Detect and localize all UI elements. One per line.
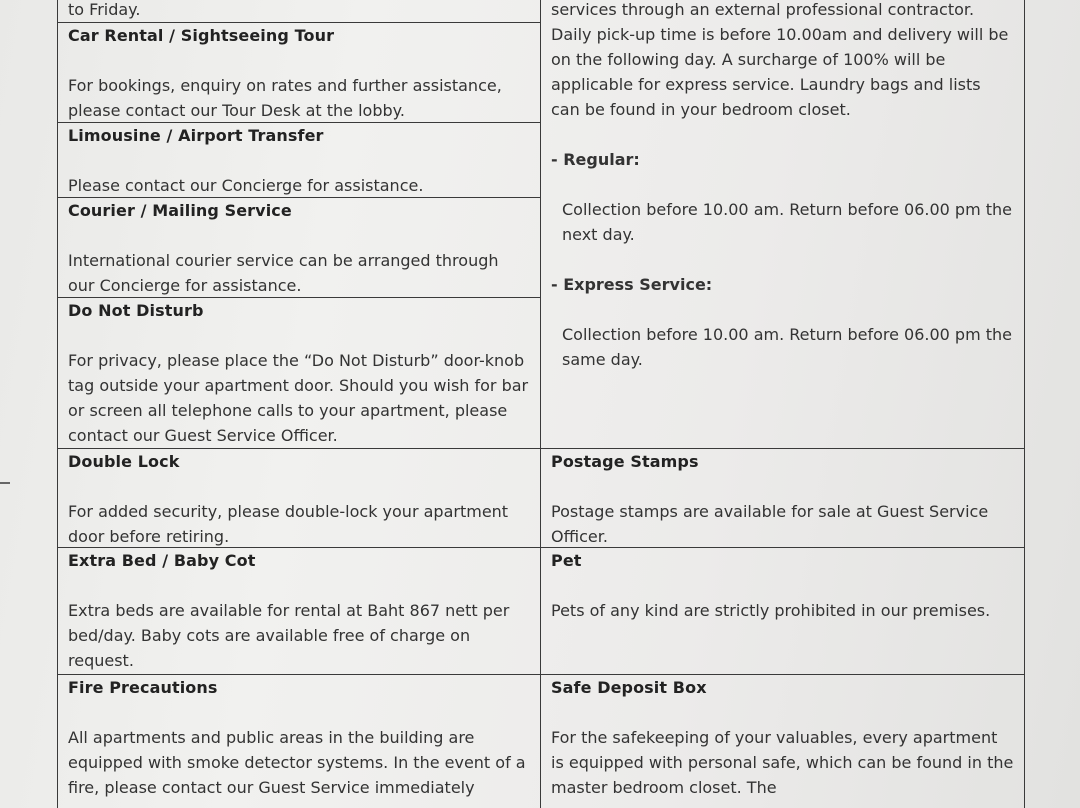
section-car-rental	[57, 22, 541, 123]
section-body: Please contact our Concierge for assistance.	[68, 176, 424, 195]
section-title: Pet	[551, 551, 582, 570]
section-title: Double Lock	[68, 452, 180, 471]
regular-label: - Regular:	[551, 150, 640, 169]
section-title: Postage Stamps	[551, 452, 699, 471]
section-fire-precautions	[57, 674, 541, 808]
section-body: International courier service can be arranged through our Concierge for assistance.	[68, 251, 499, 295]
section-title: Do Not Disturb	[68, 301, 204, 320]
express-text: Collection before 10.00 am. Return before 06.00 pm the same day.	[562, 325, 1012, 369]
section-limousine	[57, 122, 541, 198]
section-body: For the safekeeping of your valuables, every apartment is equipped with personal safe, which can be found in the master bedroom closet. The	[551, 728, 1014, 797]
section-body: For bookings, enquiry on rates and further assistance, please contact our Tour Desk at the lobby.	[68, 76, 502, 120]
section-body: Postage stamps are available for sale at Guest Service Officer.	[551, 502, 989, 546]
top-fragment: to Friday.	[68, 0, 141, 19]
section-body: Extra beds are available for rental at Baht 867 nett per bed/day. Baby cots are available free of charge on request.	[68, 601, 510, 670]
section-body: For privacy, please place the “Do Not Disturb” door-knob tag outside your apartment door. Should you wish for bar or screen all telephone calls to your apartment, please contact our Guest Service Officer.	[68, 351, 529, 445]
section-pet	[541, 547, 1025, 675]
section-double-lock	[57, 448, 541, 548]
section-title: Courier / Mailing Service	[68, 201, 292, 220]
express-label: - Express Service:	[551, 275, 713, 294]
section-title: Fire Precautions	[68, 678, 218, 697]
section-title: Car Rental / Sightseeing Tour	[68, 26, 335, 45]
section-body: Pets of any kind are strictly prohibited in our premises.	[551, 601, 991, 620]
section-body: All apartments and public areas in the building are equipped with smoke detector systems. In the event of a fire, please contact our Guest Service immediately	[68, 728, 526, 797]
section-do-not-disturb	[57, 297, 541, 449]
section-extra-bed	[57, 547, 541, 675]
regular-text: Collection before 10.00 am. Return before 06.00 pm the next day.	[562, 200, 1012, 244]
top-fragment-cell	[57, 0, 541, 23]
section-laundry	[541, 0, 1025, 449]
section-title: Limousine / Airport Transfer	[68, 126, 324, 145]
section-title: Safe Deposit Box	[551, 678, 707, 697]
laundry-body: services through an external professional contractor. Daily pick-up time is before 10.00am and delivery will be on the following day. A surcharge of 100% will be applicable for express service. Laundry bags and lists can be found in your bedroom closet.	[551, 0, 1009, 119]
section-title: Extra Bed / Baby Cot	[68, 551, 256, 570]
margin-mark	[0, 482, 10, 484]
section-safe-deposit-box	[541, 674, 1025, 808]
section-body: For added security, please double-lock your apartment door before retiring.	[68, 502, 509, 546]
section-postage-stamps	[541, 448, 1025, 548]
section-courier	[57, 197, 541, 298]
